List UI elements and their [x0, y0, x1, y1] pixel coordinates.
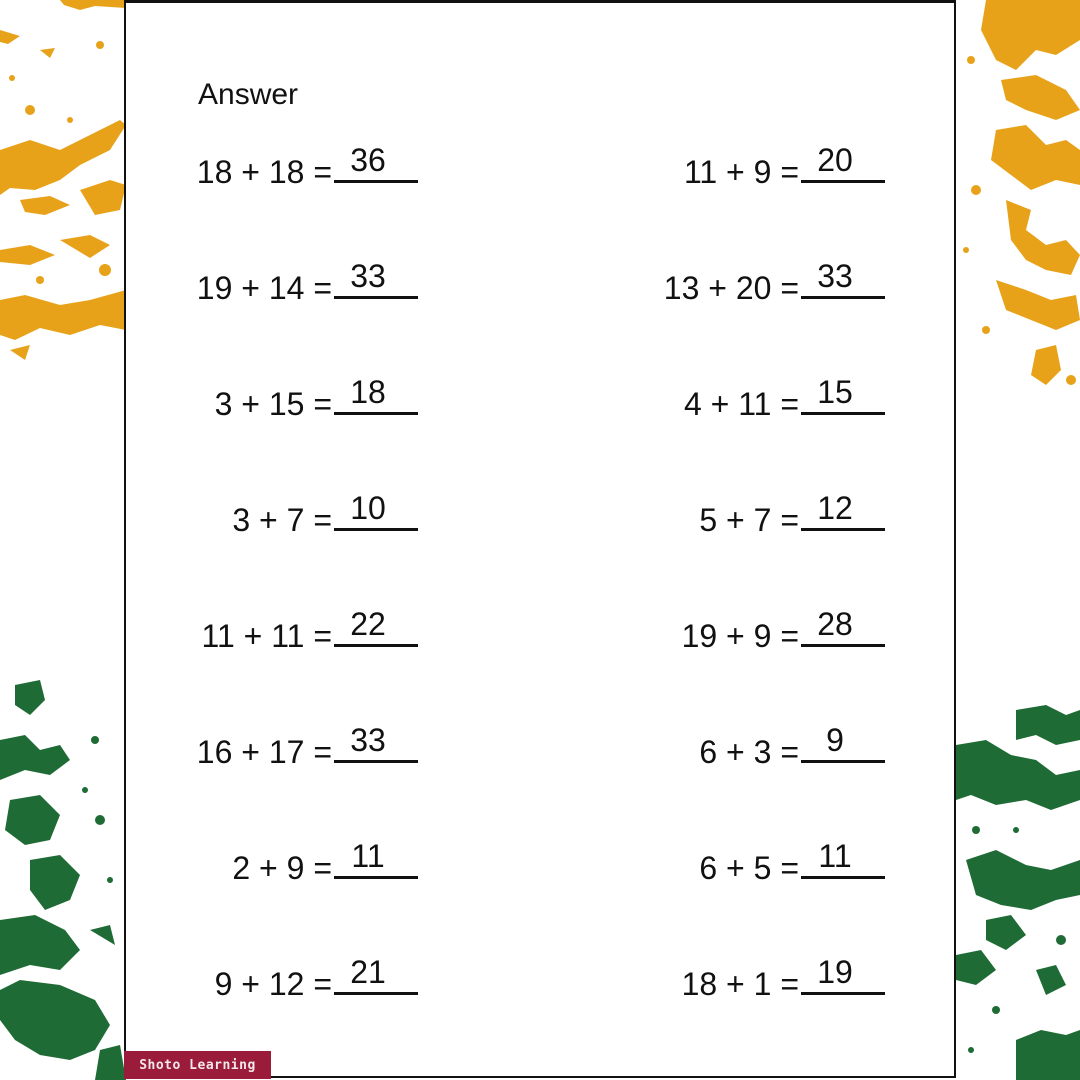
answer-value: 12 [817, 490, 853, 526]
problem-expression: 6 + 5 = [699, 850, 799, 886]
answer-blank [334, 488, 418, 531]
worksheet-page [124, 0, 956, 1078]
answer-value: 33 [817, 258, 853, 294]
problem-expression: 18 + 1 = [681, 966, 799, 1002]
orange-splatter-top-right [956, 0, 1080, 400]
problem-row [526, 604, 885, 654]
problem-expression: 9 + 12 = [214, 966, 332, 1002]
problem-expression: 18 + 18 = [196, 154, 332, 190]
answer-blank [801, 720, 885, 763]
green-splatter-bottom-right [956, 700, 1080, 1080]
answer-value: 11 [351, 838, 385, 874]
problem-row [126, 836, 418, 886]
problem-row [526, 488, 885, 538]
problem-expression: 16 + 17 = [196, 734, 332, 770]
answer-value: 36 [350, 142, 386, 178]
problem-expression: 19 + 14 = [196, 270, 332, 306]
answer-value: 33 [350, 258, 386, 294]
answer-blank [801, 836, 885, 879]
problem-expression: 3 + 7 = [232, 502, 332, 538]
answer-blank [801, 488, 885, 531]
answer-blank [334, 952, 418, 995]
problem-row [526, 720, 885, 770]
problem-expression: 11 + 9 = [683, 154, 799, 190]
problem-row [526, 256, 885, 306]
problem-row [526, 372, 885, 422]
problem-row [126, 488, 418, 538]
problem-row [526, 140, 885, 190]
answer-blank [801, 372, 885, 415]
brand-logo: Shoto Learning [124, 1051, 271, 1079]
answer-blank [801, 140, 885, 183]
answer-blank [334, 140, 418, 183]
answer-blank [801, 952, 885, 995]
answer-value: 33 [350, 722, 386, 758]
problem-row [126, 140, 418, 190]
answer-value: 28 [817, 606, 853, 642]
problem-expression: 3 + 15 = [214, 386, 332, 422]
worksheet-title: Answer [198, 78, 299, 111]
answer-blank [334, 836, 418, 879]
answer-value: 11 [818, 838, 852, 874]
answer-blank [801, 256, 885, 299]
problem-row [126, 720, 418, 770]
answer-value: 18 [350, 374, 386, 410]
problem-expression: 11 + 11 = [201, 618, 332, 654]
problem-expression: 13 + 20 = [663, 270, 799, 306]
green-splatter-bottom-left [0, 680, 126, 1080]
answer-value: 10 [350, 490, 386, 526]
problem-row [126, 372, 418, 422]
problem-expression: 5 + 7 = [699, 502, 799, 538]
answer-value: 15 [817, 374, 853, 410]
answer-blank [334, 372, 418, 415]
problem-row [126, 256, 418, 306]
problem-expression: 19 + 9 = [681, 618, 799, 654]
answer-blank [334, 604, 418, 647]
problem-row [526, 952, 885, 1002]
problem-row [126, 952, 418, 1002]
answer-value: 9 [826, 722, 844, 758]
problem-expression: 2 + 9 = [232, 850, 332, 886]
problem-row [126, 604, 418, 654]
answer-value: 21 [350, 954, 386, 990]
orange-splatter-top-left [0, 0, 126, 370]
answer-value: 19 [817, 954, 853, 990]
answer-value: 22 [350, 606, 386, 642]
problem-expression: 6 + 3 = [699, 734, 799, 770]
answer-blank [801, 604, 885, 647]
answer-blank [334, 256, 418, 299]
problem-row [526, 836, 885, 886]
problem-expression: 4 + 11 = [683, 386, 799, 422]
answer-blank [334, 720, 418, 763]
answer-value: 20 [817, 142, 853, 178]
